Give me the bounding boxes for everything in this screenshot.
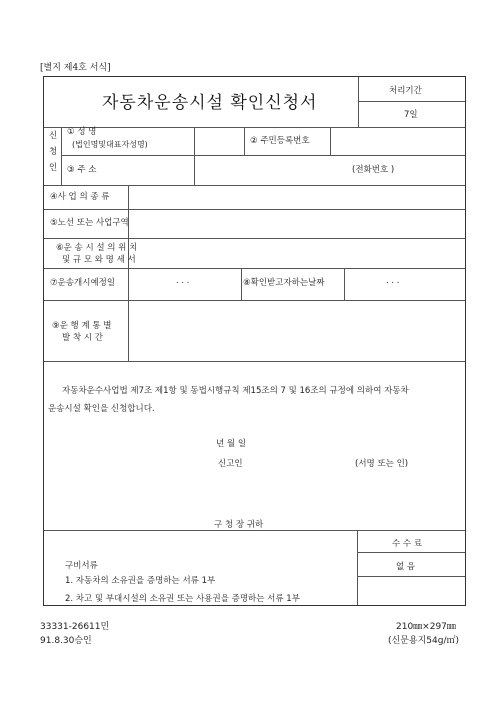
required-documents-heading: 구비서류 bbox=[65, 561, 98, 571]
start-date-label: ⑦운송개시예정일 bbox=[50, 278, 116, 288]
processing-period-value: 7일 bbox=[404, 110, 418, 120]
required-document-item-1: 1. 자동차의 소유권을 증명하는 서류 1부 bbox=[65, 576, 216, 586]
form-number-label: [별지 제4호 서식] bbox=[40, 63, 111, 73]
applicant-char-3: 인 bbox=[49, 163, 58, 173]
business-type-label: ④사 업 의 종 류 bbox=[50, 192, 110, 202]
signature-label: (서명 또는 인) bbox=[355, 459, 409, 469]
facility-label-line2: 및 규 모 와 명 세 서 bbox=[62, 255, 136, 265]
application-form-frame bbox=[43, 76, 466, 606]
schedule-label-line1: ⑨운 행 계 통 별 bbox=[52, 321, 112, 331]
facility-label-line1: ⑥운 송 시 설 의 위 치 bbox=[56, 243, 138, 253]
fee-value: 없 음 bbox=[396, 562, 416, 572]
start-date-value: . . . bbox=[176, 276, 190, 286]
recipient-label: 구 청 장 귀하 bbox=[214, 520, 264, 530]
route-label: ⑤노선 또는 사업구역 bbox=[50, 218, 129, 228]
statement-line-2: 운송시설 확인을 신청합니다. bbox=[48, 404, 155, 414]
footer-approval-number: 33331-26611민 bbox=[40, 622, 110, 632]
fee-label: 수 수 료 bbox=[392, 539, 423, 549]
schedule-label-line2: 발 착 시 간 bbox=[62, 333, 103, 343]
date-line: 년 월 일 bbox=[216, 439, 247, 449]
resident-number-label: ② 주민등록번호 bbox=[250, 136, 310, 146]
form-title: 자동차운송시설 확인신청서 bbox=[102, 93, 318, 113]
confirm-date-value: . . . bbox=[386, 276, 400, 286]
footer-approval-date: 91.8.30승인 bbox=[40, 636, 92, 646]
name-label: ① 성 명 bbox=[67, 127, 97, 137]
footer-paper-type: (신문용지54g/㎡) bbox=[388, 636, 459, 646]
required-document-item-2: 2. 차고 및 부대시설의 소유권 또는 사용권을 증명하는 서류 1부 bbox=[65, 594, 300, 604]
phone-label: (전화번호 ) bbox=[352, 165, 395, 175]
applicant-char-1: 신 bbox=[49, 131, 58, 141]
applicant-signer-label: 신고인 bbox=[218, 459, 243, 469]
statement-line-1: 자동차운수사업법 제7조 제1항 및 동법시행규칙 제15조의 7 및 16조의 규정에 의하여 자동차 bbox=[62, 386, 409, 396]
footer-paper-size: 210㎜×297㎜ bbox=[396, 622, 456, 632]
processing-period-label: 처리기간 bbox=[389, 86, 422, 96]
name-sublabel: (법인명및대표자성명) bbox=[72, 140, 148, 149]
address-label: ③ 주 소 bbox=[67, 165, 97, 175]
confirm-date-label: ⑧확인받고자하는날짜 bbox=[243, 278, 325, 288]
applicant-char-2: 청 bbox=[49, 147, 58, 157]
